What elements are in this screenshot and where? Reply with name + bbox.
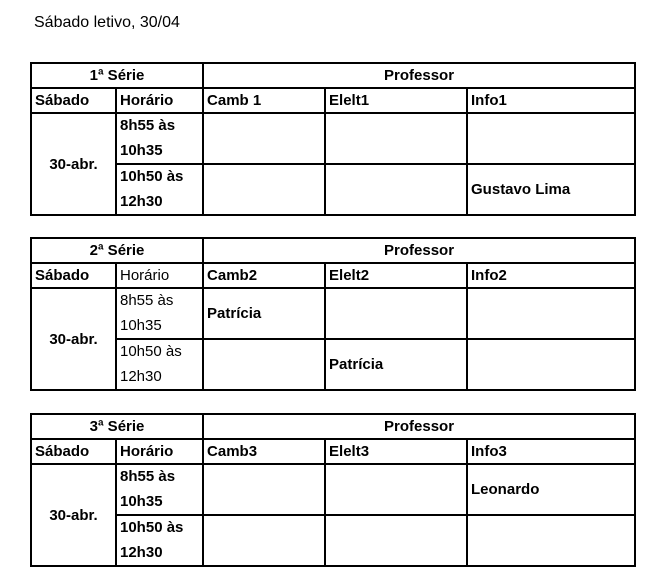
professor-header: Professor [203,63,635,88]
professor-header: Professor [203,238,635,263]
schedule-table-1 [30,62,636,216]
subject-header: Info2 [467,263,635,288]
teacher-cell [203,339,325,390]
time-slot: 8h55 às 10h35 [116,288,203,339]
teacher-cell [467,113,635,164]
subject-header: Elelt3 [325,439,467,464]
teacher-cell [325,464,467,515]
subject-header: Info1 [467,88,635,113]
date-cell: 30-abr. [31,464,116,566]
time-slot: 8h55 às 10h35 [116,464,203,515]
teacher-cell [203,164,325,215]
time-slot: 10h50 às 12h30 [116,339,203,390]
page-title: Sábado letivo, 30/04 [34,14,180,31]
subject-header: Camb 1 [203,88,325,113]
teacher-cell [325,288,467,339]
serie-header: 1ª Série [31,63,203,88]
col-time-header: Horário [116,439,203,464]
col-day-header: Sábado [31,263,116,288]
subject-header: Camb3 [203,439,325,464]
serie-header: 2ª Série [31,238,203,263]
teacher-cell [325,515,467,566]
teacher-cell [467,339,635,390]
teacher-cell: Leonardo [467,464,635,515]
teacher-cell [325,113,467,164]
teacher-cell [203,113,325,164]
time-slot: 10h50 às 12h30 [116,515,203,566]
teacher-cell: Patrícia [203,288,325,339]
serie-header: 3ª Série [31,414,203,439]
teacher-cell: Patrícia [325,339,467,390]
subject-header: Info3 [467,439,635,464]
subject-header: Elelt2 [325,263,467,288]
teacher-cell [467,288,635,339]
subject-header: Elelt1 [325,88,467,113]
teacher-cell [203,464,325,515]
date-cell: 30-abr. [31,113,116,215]
time-slot: 8h55 às 10h35 [116,113,203,164]
teacher-cell [203,515,325,566]
col-day-header: Sábado [31,88,116,113]
teacher-cell: Gustavo Lima [467,164,635,215]
teacher-cell [467,515,635,566]
subject-header: Camb2 [203,263,325,288]
col-time-header: Horário [116,263,203,288]
time-slot: 10h50 às 12h30 [116,164,203,215]
col-time-header: Horário [116,88,203,113]
teacher-cell [325,164,467,215]
schedule-table-3 [30,413,636,567]
col-day-header: Sábado [31,439,116,464]
date-cell: 30-abr. [31,288,116,390]
professor-header: Professor [203,414,635,439]
schedule-table-2 [30,237,636,391]
